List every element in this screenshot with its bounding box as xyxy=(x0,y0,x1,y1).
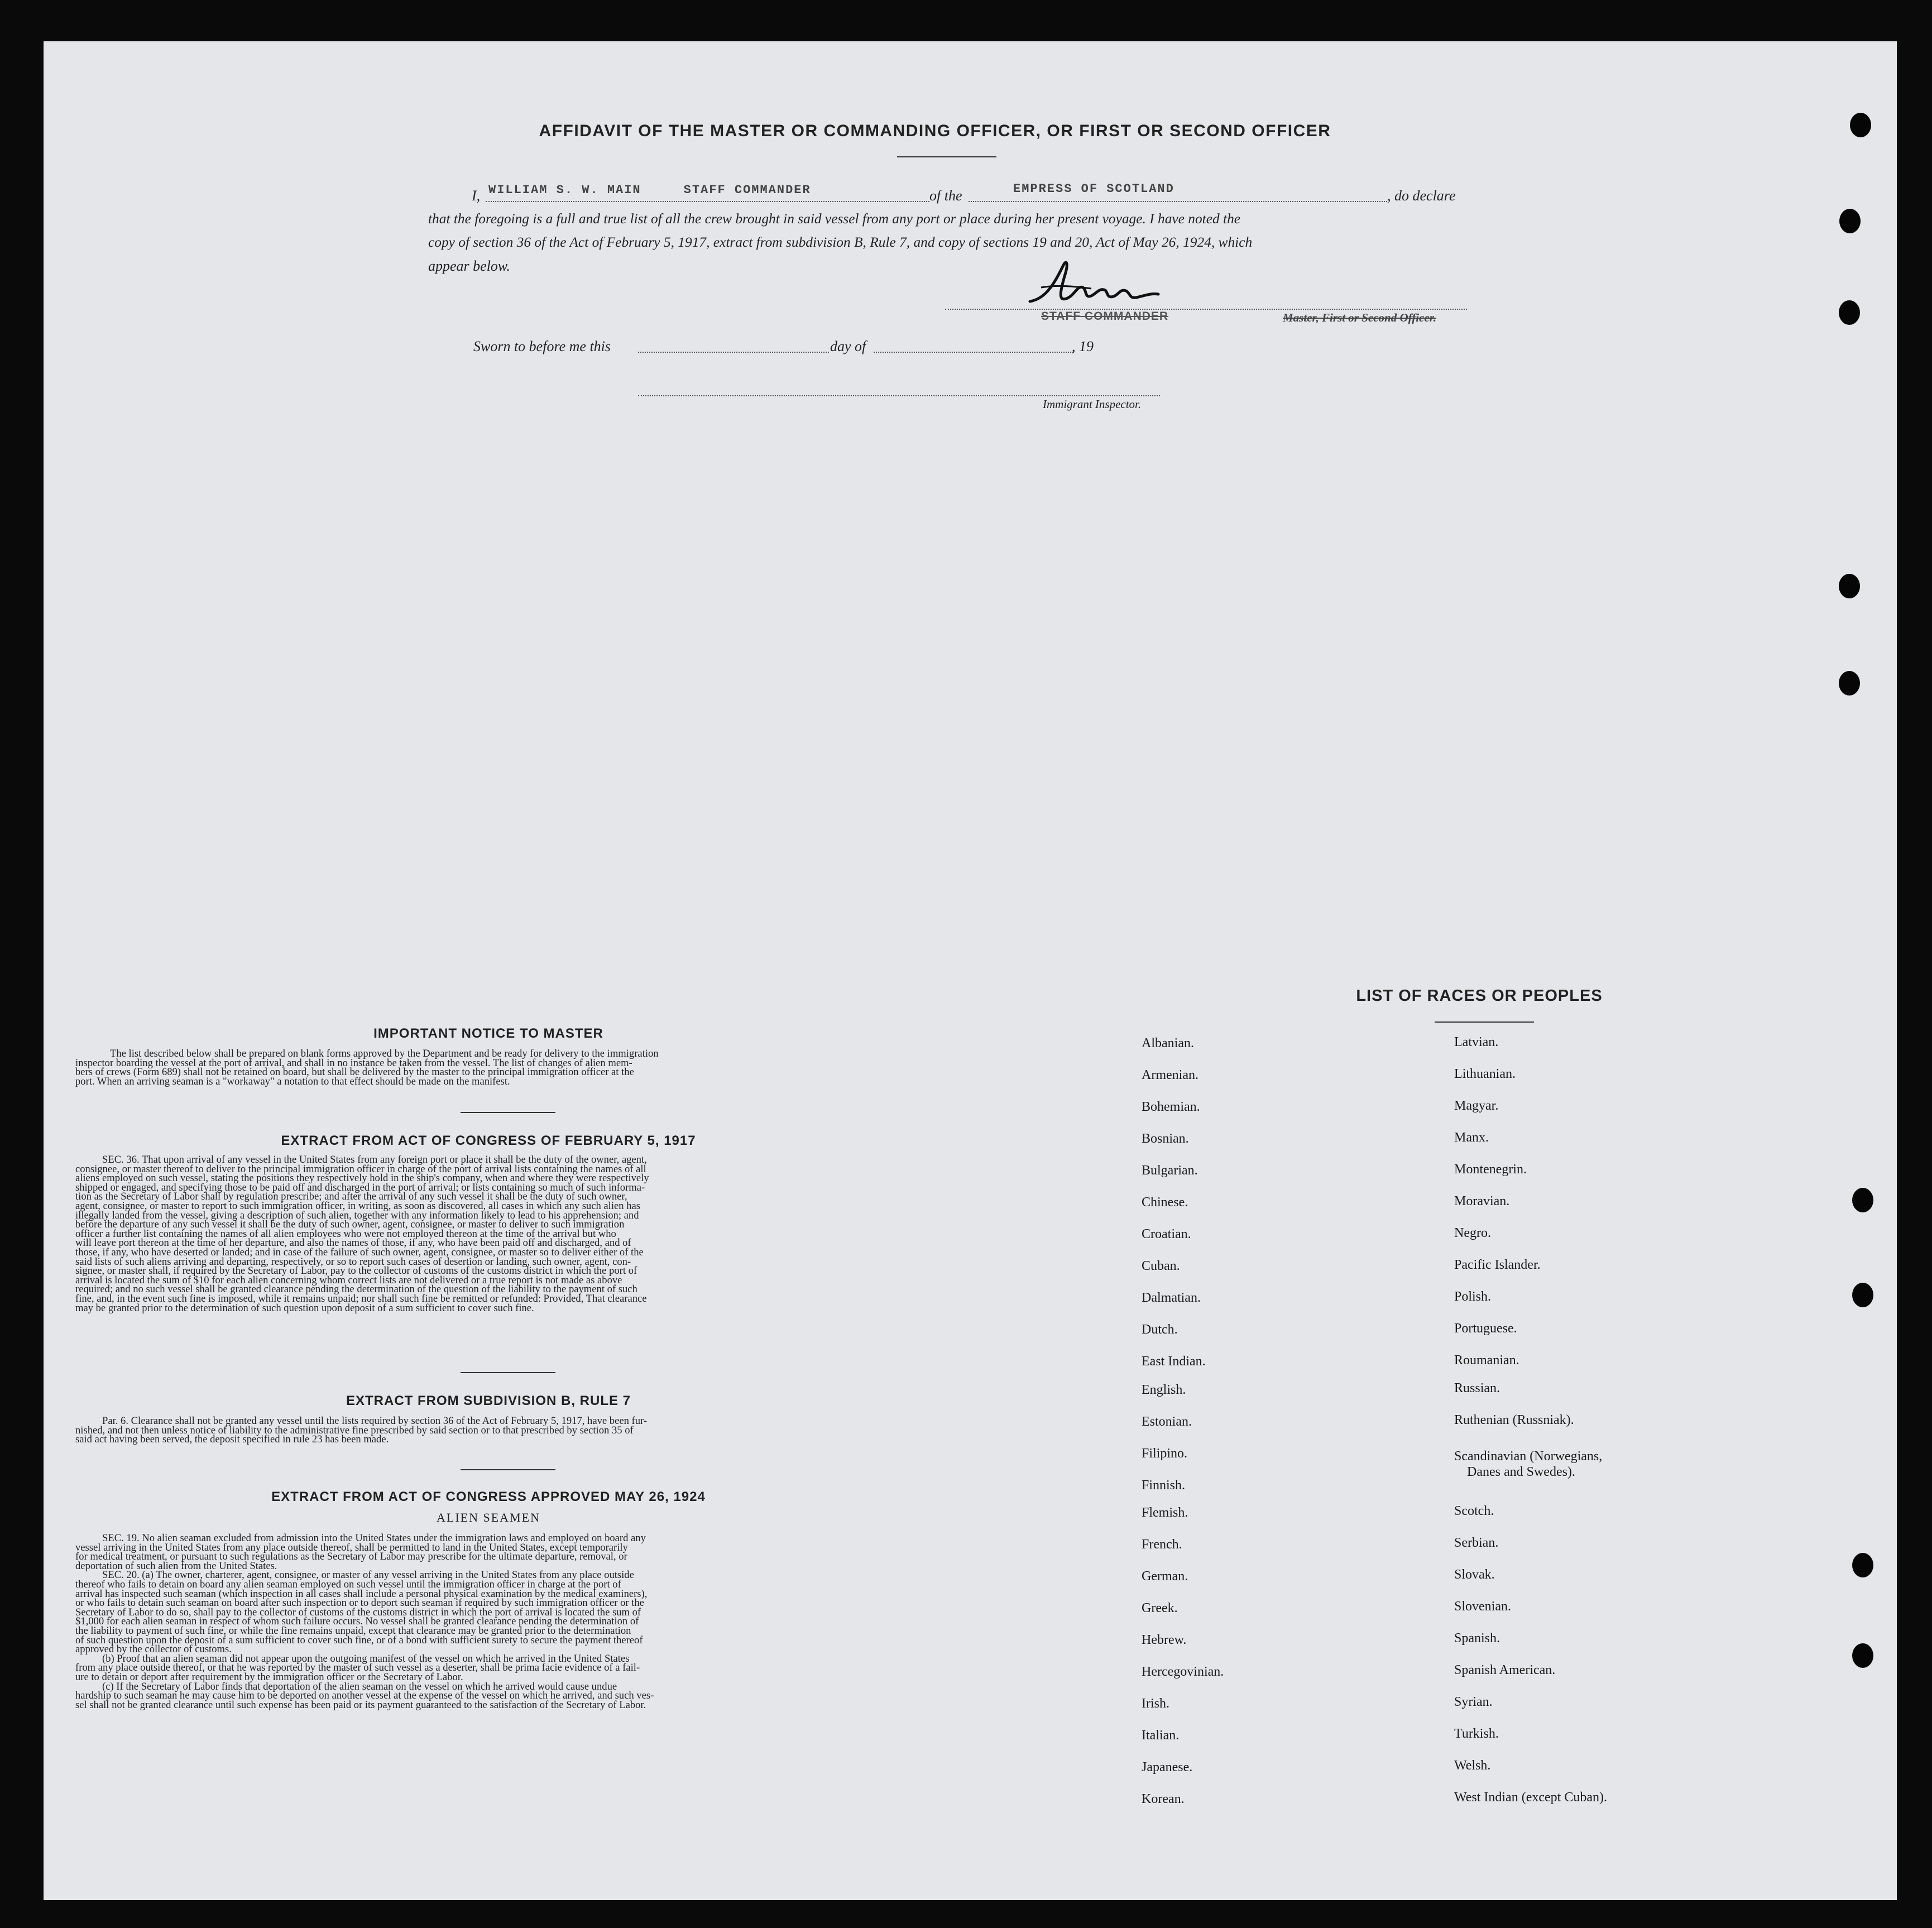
affidavit-title: AFFIDAVIT OF THE MASTER OR COMMANDING OFFICER, OR FIRST OR SECOND OFFICER xyxy=(539,122,1331,140)
race-item: Montenegrin. xyxy=(1454,1162,1527,1177)
extract-1917-title: EXTRACT FROM ACT OF CONGRESS OF FEBRUARY 5, 1917 xyxy=(281,1133,696,1148)
punch-hole xyxy=(1839,209,1861,233)
race-item: Finnish. xyxy=(1142,1478,1186,1493)
officer-name-line xyxy=(486,201,929,202)
races-title: LIST OF RACES OR PEOPLES xyxy=(1356,987,1603,1005)
race-item: French. xyxy=(1142,1537,1182,1552)
sworn-label: Sworn to before me this xyxy=(473,338,611,354)
race-item: Korean. xyxy=(1142,1792,1185,1806)
do-declare: , do declare xyxy=(1387,188,1456,204)
punch-hole xyxy=(1839,574,1860,598)
race-item: Hebrew. xyxy=(1142,1633,1187,1647)
race-item: Japanese. xyxy=(1142,1760,1193,1774)
race-item: Russian. xyxy=(1454,1381,1500,1395)
vessel-line xyxy=(969,201,1387,202)
section-rule xyxy=(461,1112,555,1113)
sworn-month-line xyxy=(874,352,1073,353)
race-item: Scandinavian (Norwegians, xyxy=(1454,1449,1603,1464)
day-of-label: day of xyxy=(830,338,866,354)
affidavit-line-3: copy of section 36 of the Act of February 5, 1917, extract from subdivision B, Rule 7, and copy of sections 19 and 20, Act of May 26, 1924, which xyxy=(428,234,1253,250)
alien-seamen-subtitle: ALIEN SEAMEN xyxy=(437,1510,540,1524)
race-item: Chinese. xyxy=(1142,1195,1188,1210)
race-item: Armenian. xyxy=(1142,1068,1198,1082)
punch-hole xyxy=(1852,1643,1873,1668)
race-item: Filipino. xyxy=(1142,1446,1188,1461)
race-item: Bulgarian. xyxy=(1142,1163,1198,1178)
race-item: East Indian. xyxy=(1142,1354,1206,1369)
race-item: Manx. xyxy=(1454,1130,1489,1145)
extract-1917-body: SEC. 36. That upon arrival of any vessel in the United States from any foreign port or place it shall be the duty of the owner, agent, consignee, or master thereof to deliver to the principal immigration officer in charge of the port of arrival lists containing the names of all aliens employed on such vessel, stating the positions they respectively hold in the ship's company, when and where they were respectively shipped or engaged, and specifying those to be paid off and discharged in the port of arrival; or lists containing so much of such informa- tion as the Secretary of Labor shall by regulation prescribe; and after the arrival of any such vessel it shall be the duty of such owner, agent, consignee, or master to report to such immigration officer, in writing, as soon as discovered, all cases in which any such alien has illegally landed from the vessel, giving a description of such alien, together with any information likely to lead to his apprehension; and before the departure of any such vessel it shall be the duty of such owner, agent, consignee, or master to deliver to such immigration officer a further list containing the names of all alien employees who were not employed thereon at the time of the arrival but who will leave port thereon at the time of her departure, and also the names of those, if any, who have been paid off and discharged, and of those, if any, who have deserted or landed; and in case of the failure of such owner, agent, consignee, or master so to deliver either of the said lists of such aliens arriving and departing, respectively, or so to report such cases of desertion or landing, such owner, agent, con- signee, or master shall, if required by the Secretary of Labor, pay to the collector of customs of the customs district in which the port of arrival is located the sum of $10 for each alien concerning whom correct lists are not delivered or a true report is not made as above required; and no such vessel shall be granted clearance pending the determination of the question of the liability to the payment of such fine, and, in the event such fine is imposed, while it remains unpaid; nor shall such fine be remitted or refunded: Provided, That clearance may be granted prior to the determination of such question upon deposit of a sum sufficient to cover such fine. xyxy=(75,1154,649,1314)
section-rule xyxy=(461,1372,555,1373)
extract-1924-title: EXTRACT FROM ACT OF CONGRESS APPROVED MAY 26, 1924 xyxy=(271,1489,706,1504)
race-item: Pacific Islander. xyxy=(1454,1258,1541,1272)
race-item: English. xyxy=(1142,1383,1186,1397)
race-item: Latvian. xyxy=(1454,1035,1499,1049)
race-item: Polish. xyxy=(1454,1289,1492,1304)
extract-1924-body: SEC. 19. No alien seaman excluded from admission into the United States under the immigration laws and employed on board any vessel arriving in the United States from any place outside thereof, shall be permitted to land in the United States, except temporarily for medical treatment, or pursuant to such regulations as the Secretary of Labor may prescribe for the ultimate departure, removal, or deportation of such alien from the United States. SEC. 20. (a) The owner, charterer, agent, consignee, or master of any vessel arriving in the United States from any place outside thereof who fails to detain on board any alien seaman employed on such vessel until the immigration officer in charge at the port of arrival has inspected such seaman (which inspection in all cases shall include a personal physical examination by the medical examiners), or who fails to detain such seaman on board after such inspection or to deport such seaman if required by such immigration officer or the Secretary of Labor to do so, shall pay to the collector of customs of the customs district in which the port of arrival is located the sum of $1,000 for each alien seaman in respect of whom such failure occurs. No vessel shall be granted clearance pending the determination of the liability to payment of such fine, or while the fine remains unpaid, except that clearance may be granted prior to the determination of such question upon the deposit of a sum sufficient to cover such fine, or of a bond with sufficient surety to secure the payment thereof approved by the collector of customs. (b) Proof that an alien seaman did not appear upon the outgoing manifest of the vessel on which he arrived in the United States from any place outside thereof, or that he was reported by the master of such vessel as a deserter, shall be prima facie evidence of a fail- ure to detain or deport after requirement by the immigration officer or the Secretary of Labor. (c) If the Secretary of Labor finds that deportation of the alien seaman on the vessel on which he arrived would cause undue hardship to such seaman he may cause him to be deported on another vessel at the expense of the vessel on which he arrived, and such ves- sel shall not be granted clearance until such expense has been paid or its payment guaranteed to the satisfaction of the Secretary of Labor. xyxy=(75,1532,654,1711)
race-item: Italian. xyxy=(1142,1728,1180,1743)
race-item: Croatian. xyxy=(1142,1227,1191,1241)
race-item: Danes and Swedes). xyxy=(1467,1465,1575,1479)
race-item: West Indian (except Cuban). xyxy=(1454,1790,1607,1805)
race-item: Moravian. xyxy=(1454,1194,1510,1208)
punch-hole xyxy=(1852,1553,1873,1577)
of-the-label: of the xyxy=(929,188,962,204)
race-item: Turkish. xyxy=(1454,1726,1499,1741)
staff-commander-stamp: STAFF COMMANDER xyxy=(1041,310,1169,323)
inspector-caption: Immigrant Inspector. xyxy=(1043,397,1142,411)
section-rule xyxy=(461,1469,555,1470)
punch-hole xyxy=(1852,1188,1873,1212)
i-prefix: I, xyxy=(472,188,481,204)
race-item: Slovak. xyxy=(1454,1567,1495,1582)
year-label: , 19 xyxy=(1072,338,1094,354)
sworn-day-line xyxy=(638,352,829,353)
affidavit-line-2: that the foregoing is a full and true list of all the crew brought in said vessel from any port or place during her present voyage. I have noted the xyxy=(428,211,1241,227)
race-item: Estonian. xyxy=(1142,1414,1192,1429)
affidavit-line-4: appear below. xyxy=(428,258,510,274)
race-item: German. xyxy=(1142,1569,1188,1584)
race-item: Albanian. xyxy=(1142,1036,1194,1051)
race-item: Serbian. xyxy=(1454,1536,1499,1550)
signature-caption: Master, First or Second Officer. xyxy=(1283,311,1436,324)
race-item: Magyar. xyxy=(1454,1099,1499,1113)
race-item: Irish. xyxy=(1142,1696,1169,1711)
officer-name: WILLIAM S. W. MAIN STAFF COMMANDER xyxy=(488,183,811,197)
punch-hole xyxy=(1852,1283,1873,1307)
race-item: Slovenian. xyxy=(1454,1599,1511,1614)
race-item: Greek. xyxy=(1142,1601,1178,1615)
punch-hole xyxy=(1839,300,1860,325)
punch-hole xyxy=(1839,671,1860,696)
title-rule xyxy=(897,156,996,157)
race-item: Dutch. xyxy=(1142,1322,1178,1337)
rule7-title: EXTRACT FROM SUBDIVISION B, RULE 7 xyxy=(346,1393,631,1408)
race-item: Welsh. xyxy=(1454,1758,1491,1773)
race-item: Bosnian. xyxy=(1142,1131,1189,1146)
punch-hole xyxy=(1850,113,1871,137)
signature-line xyxy=(945,309,1467,310)
race-item: Hercegovinian. xyxy=(1142,1665,1224,1679)
notice-title: IMPORTANT NOTICE TO MASTER xyxy=(373,1026,603,1041)
race-item: Scotch. xyxy=(1454,1504,1494,1518)
inspector-line xyxy=(638,395,1160,396)
race-item: Portuguese. xyxy=(1454,1321,1517,1336)
race-item: Ruthenian (Russniak). xyxy=(1454,1413,1574,1427)
race-item: Spanish. xyxy=(1454,1631,1500,1646)
race-item: Lithuanian. xyxy=(1454,1067,1516,1081)
rule7-body: Par. 6. Clearance shall not be granted any vessel until the lists required by section 36 of the Act of February 5, 1917, have been fur- nished, and not then unless notice of liability to the administrative fine prescribed by said section or to that prescribed by section 35 of said act having been served, the deposit specified in rule 23 has been made. xyxy=(75,1415,648,1446)
race-item: Bohemian. xyxy=(1142,1100,1200,1114)
race-item: Dalmatian. xyxy=(1142,1291,1201,1305)
race-item: Spanish American. xyxy=(1454,1663,1556,1677)
race-item: Cuban. xyxy=(1142,1259,1180,1273)
notice-body: The list described below shall be prepared on blank forms approved by the Department and be ready for delivery to the immigration inspector boarding the vessel at the port of arrival, and shall in no instance be taken from the vessel. The list of changes of alien mem- bers of crews (Form 689) shall not be retained on board, but shall be delivered by the master to the principal immigration officer at the port. When an arriving seaman is a "workaway" a notation to that effect should be made on the manifest. xyxy=(75,1048,659,1087)
race-item: Roumanian. xyxy=(1454,1353,1519,1368)
races-title-rule xyxy=(1435,1021,1534,1023)
vessel-name: EMPRESS OF SCOTLAND xyxy=(1013,182,1174,196)
race-item: Syrian. xyxy=(1454,1695,1493,1709)
race-item: Flemish. xyxy=(1142,1505,1188,1520)
race-item: Negro. xyxy=(1454,1226,1491,1240)
officer-signature xyxy=(1024,254,1192,318)
